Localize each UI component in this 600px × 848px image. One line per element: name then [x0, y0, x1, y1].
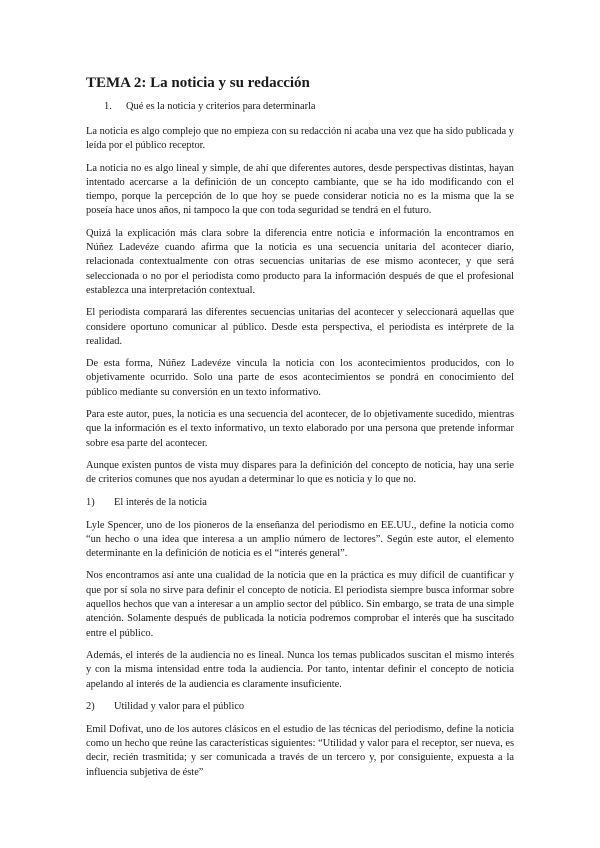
- paragraph: De esta forma, Núñez Ladevéze vincula la noticia con los acontecimientos producidos, con lo objetivamente ocurrido. Solo una parte de esos acontecimientos se pondrá en conocimiento del público mediante su conversión en un texto informativo.: [86, 358, 514, 398]
- paragraph: Lyle Spencer, uno de los pioneros de la enseñanza del periodismo en EE.UU., define la noticia como “un hecho o una idea que interesa a un amplio número de lectores”. Según este autor, el elemento determinante en la definición de noticia es el “interés general”.: [86, 519, 514, 560]
- paragraph: Para este autor, pues, la noticia es una secuencia del acontecer, de lo objetivamente sucedido, mientras que la información es el texto informativo, un texto elaborado por una persona que pretende informar sobre esa parte del acontecer.: [86, 409, 514, 449]
- paragraph: La noticia es algo complejo que no empieza con su redacción ni acaba una vez que ha sido publicada y leída por el público receptor.: [86, 126, 514, 152]
- subheading: [104, 100, 514, 114]
- paragraph: Aunque existen puntos de vista muy dispares para la definición del concepto de noticia, hay una serie de criterios comunes que nos ayudan a determinar lo que es noticia y lo que no.: [86, 459, 514, 486]
- section-heading-utilidad: [86, 700, 514, 714]
- subheading-number: 1.: [104, 101, 112, 112]
- paragraph: Nos encontramos así ante una cualidad de la noticia que en la práctica es muy difícil de cuantificar y que por sí sola no sirve para definir el concepto de noticia. El periodista siempre busca informar sobre aquellos hechos que van a interesar a un amplio sector del público. Sin embargo, se trata de una simple atención. Solamente después de publicada la noticia podremos comprobar el interés que ha suscitado entre el público.: [86, 570, 515, 639]
- paragraph: La noticia no es algo lineal y simple, de ahí que diferentes autores, desde perspectivas distintas, hayan intentado acercarse a la definición de un concepto cambiante, que se ha ido modificando con el tiempo, porque la percepción de lo que hoy se puede considerar noticia no es la misma que la se poseía hace unos años, ni tampoco la que con toda seguridad se tendrá en el futuro.: [86, 162, 514, 217]
- section-number: 2): [86, 700, 95, 712]
- paragraph: Quizá la explicación más clara sobre la diferencia entre noticia e información la encontramos en Núñez Ladevéze cuando afirma que la noticia es una secuencia unitaria del acontecer diario, relacionada contextualmente con otras secuencias unitarias de ese mismo acontecer, y que será seleccionada o no por el periodista como producto para la información después de que el profesional establezca una interpretación contextual.: [86, 227, 514, 296]
- section-title: Utilidad y valor para el público: [114, 700, 245, 712]
- paragraph: Además, el interés de la audiencia no es lineal. Nunca los temas publicados suscitan el mismo interés y con la misma intensidad entre toda la audiencia. Por tanto, intentar definir el concepto de noticia apelando al interés de la audiencia es claramente insuficiente.: [86, 649, 514, 690]
- section-title: El interés de la noticia: [114, 496, 207, 508]
- section-number: 1): [86, 496, 95, 508]
- section-heading-interes: [86, 496, 514, 510]
- paragraph: Emil Dofivat, uno de los autores clásicos en el estudio de las técnicas del periodismo, define la noticia como un hecho que reúne las características siguientes: “Utilidad y valor para el receptor, ser nueva, es decir, recién trasmitida; y ser comunicada a través de un tercero y, por consiguiente, expuesta a la influencia subjetiva de éste”: [86, 723, 514, 778]
- document-title: TEMA 2: La noticia y su redacción: [86, 75, 310, 91]
- paragraph: El periodista comparará las diferentes secuencias unitarias del acontecer y seleccionará aquellas que considere oportuno comunicar al público. Desde esta perspectiva, el periodista es intérprete de la realidad.: [86, 307, 514, 347]
- subheading-text: Qué es la noticia y criterios para determinarla: [126, 101, 316, 112]
